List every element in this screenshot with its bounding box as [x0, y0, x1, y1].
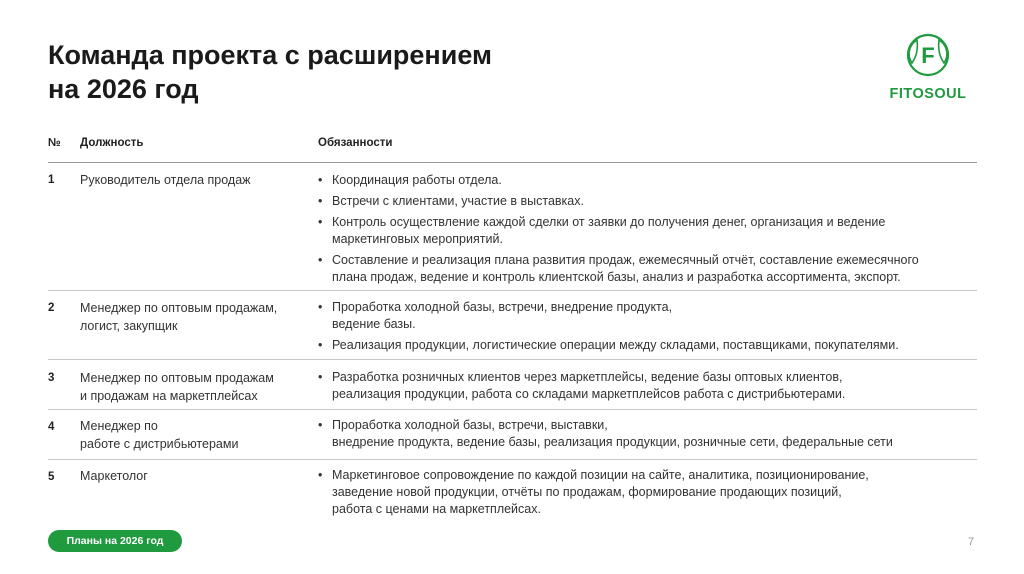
duty-line: работа с ценами на маркетплейсах.	[332, 502, 541, 516]
header-num: №	[48, 137, 61, 149]
duty-line: внедрение продукта, ведение базы, реализация продукции, розничные сети, федеральные сети	[332, 435, 893, 449]
row-1-duty-2	[318, 193, 978, 210]
duty-line: • Разработка розничных клиентов через маркетплейсы, ведение базы оптовых клиентов,	[332, 370, 843, 384]
row-1-role	[80, 171, 310, 189]
row-1-duty-1	[318, 172, 978, 189]
row-3-duty-1	[318, 369, 978, 403]
row-divider	[48, 459, 977, 460]
row-2-role-line: Менеджер по оптовым продажам,	[80, 301, 278, 315]
row-5-duties	[318, 467, 978, 522]
duty-line: ведение базы.	[332, 317, 416, 331]
duty-line: маркетинговых мероприятий.	[332, 232, 503, 246]
row-divider	[48, 290, 977, 291]
row-divider	[48, 359, 977, 360]
header-role: Должность	[80, 137, 144, 149]
row-4-role-line: работе с дистрибьютерами	[80, 437, 239, 451]
duty-line: плана продаж, ведение и контроль клиентской базы, анализ и разработка ассортимента, экспорт.	[332, 270, 901, 284]
logo-text: FITOSOUL	[889, 86, 967, 102]
row-3-role-line: Менеджер по оптовым продажам	[80, 371, 274, 385]
page-title-line-1: Команда проекта с расширением	[48, 40, 492, 70]
row-1-role-line: Руководитель отдела продаж	[80, 173, 251, 187]
row-1-duties	[318, 172, 978, 290]
logo-letter: F	[921, 43, 935, 68]
duty-line: • Реализация продукции, логистические операции между складами, поставщиками, покупателями.	[332, 338, 899, 352]
duty-line: • Маркетинговое сопровождение по каждой позиции на сайте, аналитика, позиционирование,	[332, 468, 869, 482]
duty-line: • Встречи с клиентами, участие в выставках.	[332, 194, 584, 208]
duty-line: реализация продукции, работа со складами маркетплейсов работа с дистрибьютерами.	[332, 387, 846, 401]
duty-line: • Проработка холодной базы, встречи, внедрение продукта,	[332, 300, 673, 314]
plans-tag: Планы на 2026 год	[48, 530, 182, 552]
row-1-duty-3	[318, 214, 978, 248]
row-divider	[48, 409, 977, 410]
duty-line: • Составление и реализация плана развития продаж, ежемесячный отчёт, составление ежемесячного	[332, 253, 919, 267]
row-2-role	[80, 299, 310, 335]
row-5-role-line: Маркетолог	[80, 469, 148, 483]
row-2-duty-1	[318, 299, 978, 333]
row-5-number: 5	[48, 471, 55, 483]
row-4-duties	[318, 417, 978, 455]
duty-line: • Контроль осуществление каждой сделки от заявки до получения денег, организация и ведение	[332, 215, 886, 229]
duty-line: • Координация работы отдела.	[332, 173, 502, 187]
table-header-divider	[48, 162, 977, 163]
duty-line: заведение новой продукции, отчёты по продажам, формирование продающих позиций,	[332, 485, 842, 499]
page-title-line-2: на 2026 год	[48, 74, 199, 104]
header-duties: Обязанности	[318, 137, 393, 149]
row-4-number: 4	[48, 421, 55, 433]
row-1-number: 1	[48, 174, 55, 186]
row-2-duty-2	[318, 337, 978, 354]
row-4-role	[80, 417, 310, 453]
leaf-f-logo-icon	[908, 35, 948, 75]
row-3-number: 3	[48, 372, 55, 384]
row-5-role	[80, 467, 310, 485]
page-title	[48, 38, 648, 106]
duty-line: • Проработка холодной базы, встречи, выставки,	[332, 418, 608, 432]
row-5-duty-1	[318, 467, 978, 518]
row-3-role-line: и продажам на маркетплейсах	[80, 389, 258, 403]
row-2-role-line: логист, закупщик	[80, 319, 178, 333]
row-4-role-line: Менеджер по	[80, 419, 158, 433]
row-2-duties	[318, 299, 978, 358]
row-1-duty-4	[318, 252, 978, 286]
row-4-duty-1	[318, 417, 978, 451]
fitosoul-logo	[880, 28, 980, 108]
row-3-duties	[318, 369, 978, 407]
page-number: 7	[968, 536, 975, 548]
row-2-number: 2	[48, 302, 55, 314]
row-3-role	[80, 369, 310, 405]
